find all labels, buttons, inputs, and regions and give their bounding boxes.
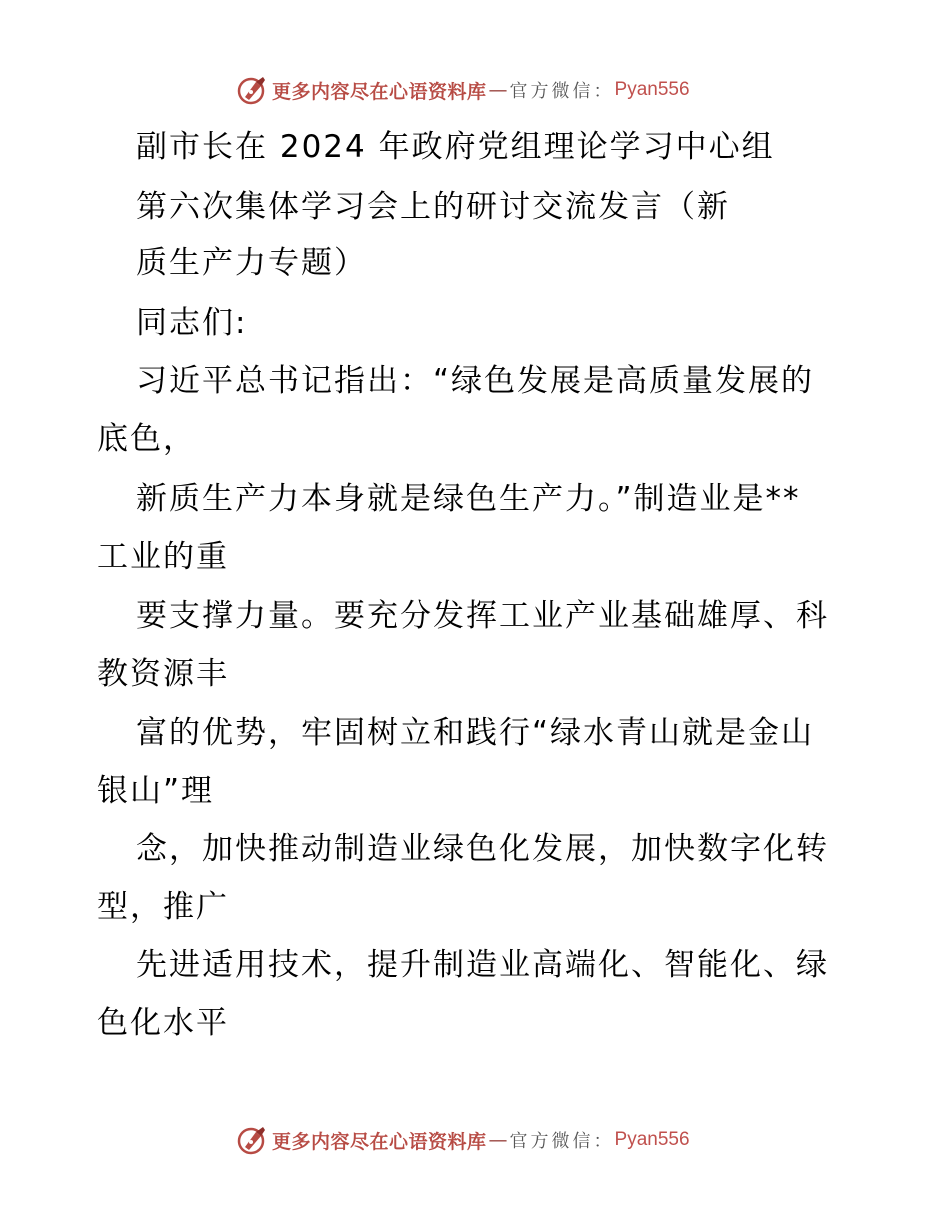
- watermark-wechat-label: 官方微信：: [509, 1131, 615, 1152]
- paragraph-line: 新质生产力本身就是绿色生产力。”制造业是**: [136, 481, 801, 517]
- watermark-wechat-id: Pyan556: [614, 79, 690, 100]
- watermark-dash: —: [488, 1129, 508, 1151]
- paragraph-line: 教资源丰: [97, 656, 229, 692]
- pen-nib-logo-icon: [236, 74, 268, 106]
- watermark-dash: —: [488, 79, 508, 101]
- paragraph-line: 富的优势，牢固树立和践行“绿水青山就是金山: [136, 715, 815, 751]
- footer-watermark: [236, 1123, 690, 1157]
- paragraph-line: 先进适用技术，提升制造业高端化、智能化、绿: [136, 947, 829, 983]
- document-title-line-2: 第六次集体学习会上的研讨交流发言（新: [136, 189, 730, 225]
- watermark-wechat-label: 官方微信：: [509, 81, 615, 102]
- document-title-line-1: 副市长在 2024 年政府党组理论学习中心组: [136, 129, 775, 165]
- salutation: 同志们:: [136, 305, 248, 341]
- pen-nib-logo-icon: [236, 1124, 268, 1156]
- header-watermark: [236, 73, 690, 107]
- paragraph-line: 习近平总书记指出：“绿色发展是高质量发展的: [136, 363, 815, 399]
- watermark-text: 更多内容尽在心语资料库: [272, 80, 487, 103]
- paragraph-line: 底色，: [97, 421, 196, 457]
- paragraph-line: 工业的重: [97, 539, 229, 575]
- paragraph-line: 银山”理: [97, 773, 215, 809]
- paragraph-line: 要支撑力量。要充分发挥工业产业基础雄厚、科: [136, 598, 829, 634]
- document-title-line-3: 质生产力专题）: [136, 245, 367, 281]
- paragraph-line: 色化水平: [97, 1005, 229, 1041]
- paragraph-line: 念，加快推动制造业绿色化发展，加快数字化转: [136, 831, 829, 867]
- paragraph-line: 型，推广: [97, 889, 229, 925]
- watermark-wechat-id: Pyan556: [614, 1129, 690, 1150]
- watermark-text: 更多内容尽在心语资料库: [272, 1130, 487, 1153]
